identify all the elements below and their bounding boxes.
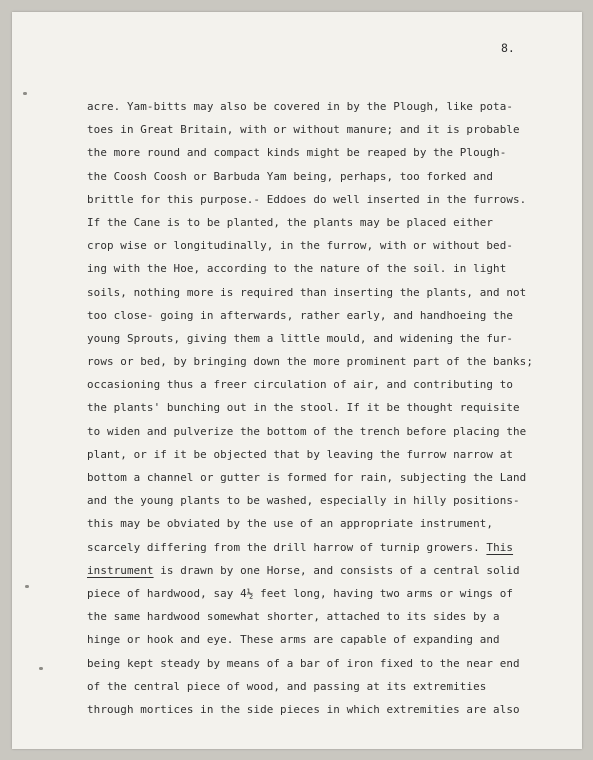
text-line: [87, 327, 557, 350]
text-segment: the same hardwood somewhat shorter, attached to its sides by a: [87, 610, 500, 624]
body-text: [87, 95, 557, 721]
text-line: [87, 373, 557, 396]
text-segment: to widen and pulverize the bottom of the trench before placing the: [87, 424, 527, 438]
text-segment: hinge or hook and eye. These arms are capable of expanding and: [87, 633, 500, 647]
text-line: [87, 489, 557, 512]
text-segment: rows or bed, by bringing down the more prominent part of the banks;: [87, 355, 533, 369]
text-line: [87, 512, 557, 535]
text-line: [87, 211, 557, 234]
text-line: [87, 443, 557, 466]
text-line: [87, 165, 557, 188]
text-line: [87, 118, 557, 141]
text-line: [87, 141, 557, 164]
binding-hole-mark: [23, 92, 27, 95]
text-line: [87, 95, 557, 118]
text-line: [87, 257, 557, 280]
underlined-text: This: [486, 540, 514, 554]
text-line: [87, 652, 557, 675]
text-segment: the plants' bunching out in the stool. If it be thought requisite: [87, 401, 520, 415]
text-line: [87, 234, 557, 257]
text-line: [87, 466, 557, 489]
text-segment: through mortices in the side pieces in which extremities are also: [87, 702, 520, 716]
text-segment: being kept steady by means of a bar of iron fixed to the near end: [87, 656, 520, 670]
text-line: [87, 420, 557, 443]
text-segment: of the central piece of wood, and passing at its extremities: [87, 679, 487, 693]
text-segment: occasioning thus a freer circulation of air, and contributing to: [87, 378, 514, 392]
text-segment: the Coosh Coosh or Barbuda Yam being, perhaps, too forked and: [87, 169, 494, 183]
text-segment: the more round and compact kinds might be reaped by the Plough-: [87, 146, 507, 160]
text-segment: crop wise or longitudinally, in the furrow, with or without bed-: [87, 239, 514, 253]
document-page: [12, 12, 582, 749]
text-segment: is drawn by one Horse, and consists of a central solid: [153, 563, 520, 577]
text-segment: piece of hardwood, say 4½ feet long, having two arms or wings of: [87, 586, 514, 600]
text-segment: this may be obviated by the use of an appropriate instrument,: [87, 517, 494, 531]
binding-hole-mark: [39, 667, 43, 670]
text-line: [87, 582, 557, 605]
text-segment: and the young plants to be washed, especially in hilly positions-: [87, 494, 520, 508]
text-segment: soils, nothing more is required than inserting the plants, and not: [87, 285, 527, 299]
text-line: [87, 675, 557, 698]
text-line: [87, 396, 557, 419]
text-segment: scarcely differing from the drill harrow of turnip growers.: [87, 540, 487, 554]
text-line: [87, 628, 557, 651]
text-segment: toes in Great Britain, with or without manure; and it is probable: [87, 123, 520, 137]
page-number: 8.: [501, 41, 515, 55]
text-segment: brittle for this purpose.- Eddoes do well inserted in the furrows.: [87, 192, 527, 206]
text-segment: If the Cane is to be planted, the plants may be placed either: [87, 215, 494, 229]
binding-hole-mark: [25, 585, 29, 588]
text-line: [87, 536, 557, 559]
text-line: [87, 304, 557, 327]
text-line: [87, 559, 557, 582]
underlined-text: instrument: [87, 563, 154, 577]
text-segment: bottom a channel or gutter is formed for rain, subjecting the Land: [87, 471, 527, 484]
text-segment: too close- going in afterwards, rather early, and handhoeing the: [87, 308, 514, 322]
text-line: [87, 605, 557, 628]
text-segment: plant, or if it be objected that by leaving the furrow narrow at: [87, 447, 514, 461]
text-line: [87, 188, 557, 211]
text-line: [87, 698, 557, 721]
text-segment: young Sprouts, giving them a little mould, and widening the fur-: [87, 331, 514, 345]
text-line: [87, 350, 557, 373]
text-segment: ing with the Hoe, according to the nature of the soil. in light: [87, 262, 507, 276]
text-line: [87, 281, 557, 304]
text-segment: acre. Yam-bitts may also be covered in by the Plough, like pota-: [87, 100, 514, 113]
